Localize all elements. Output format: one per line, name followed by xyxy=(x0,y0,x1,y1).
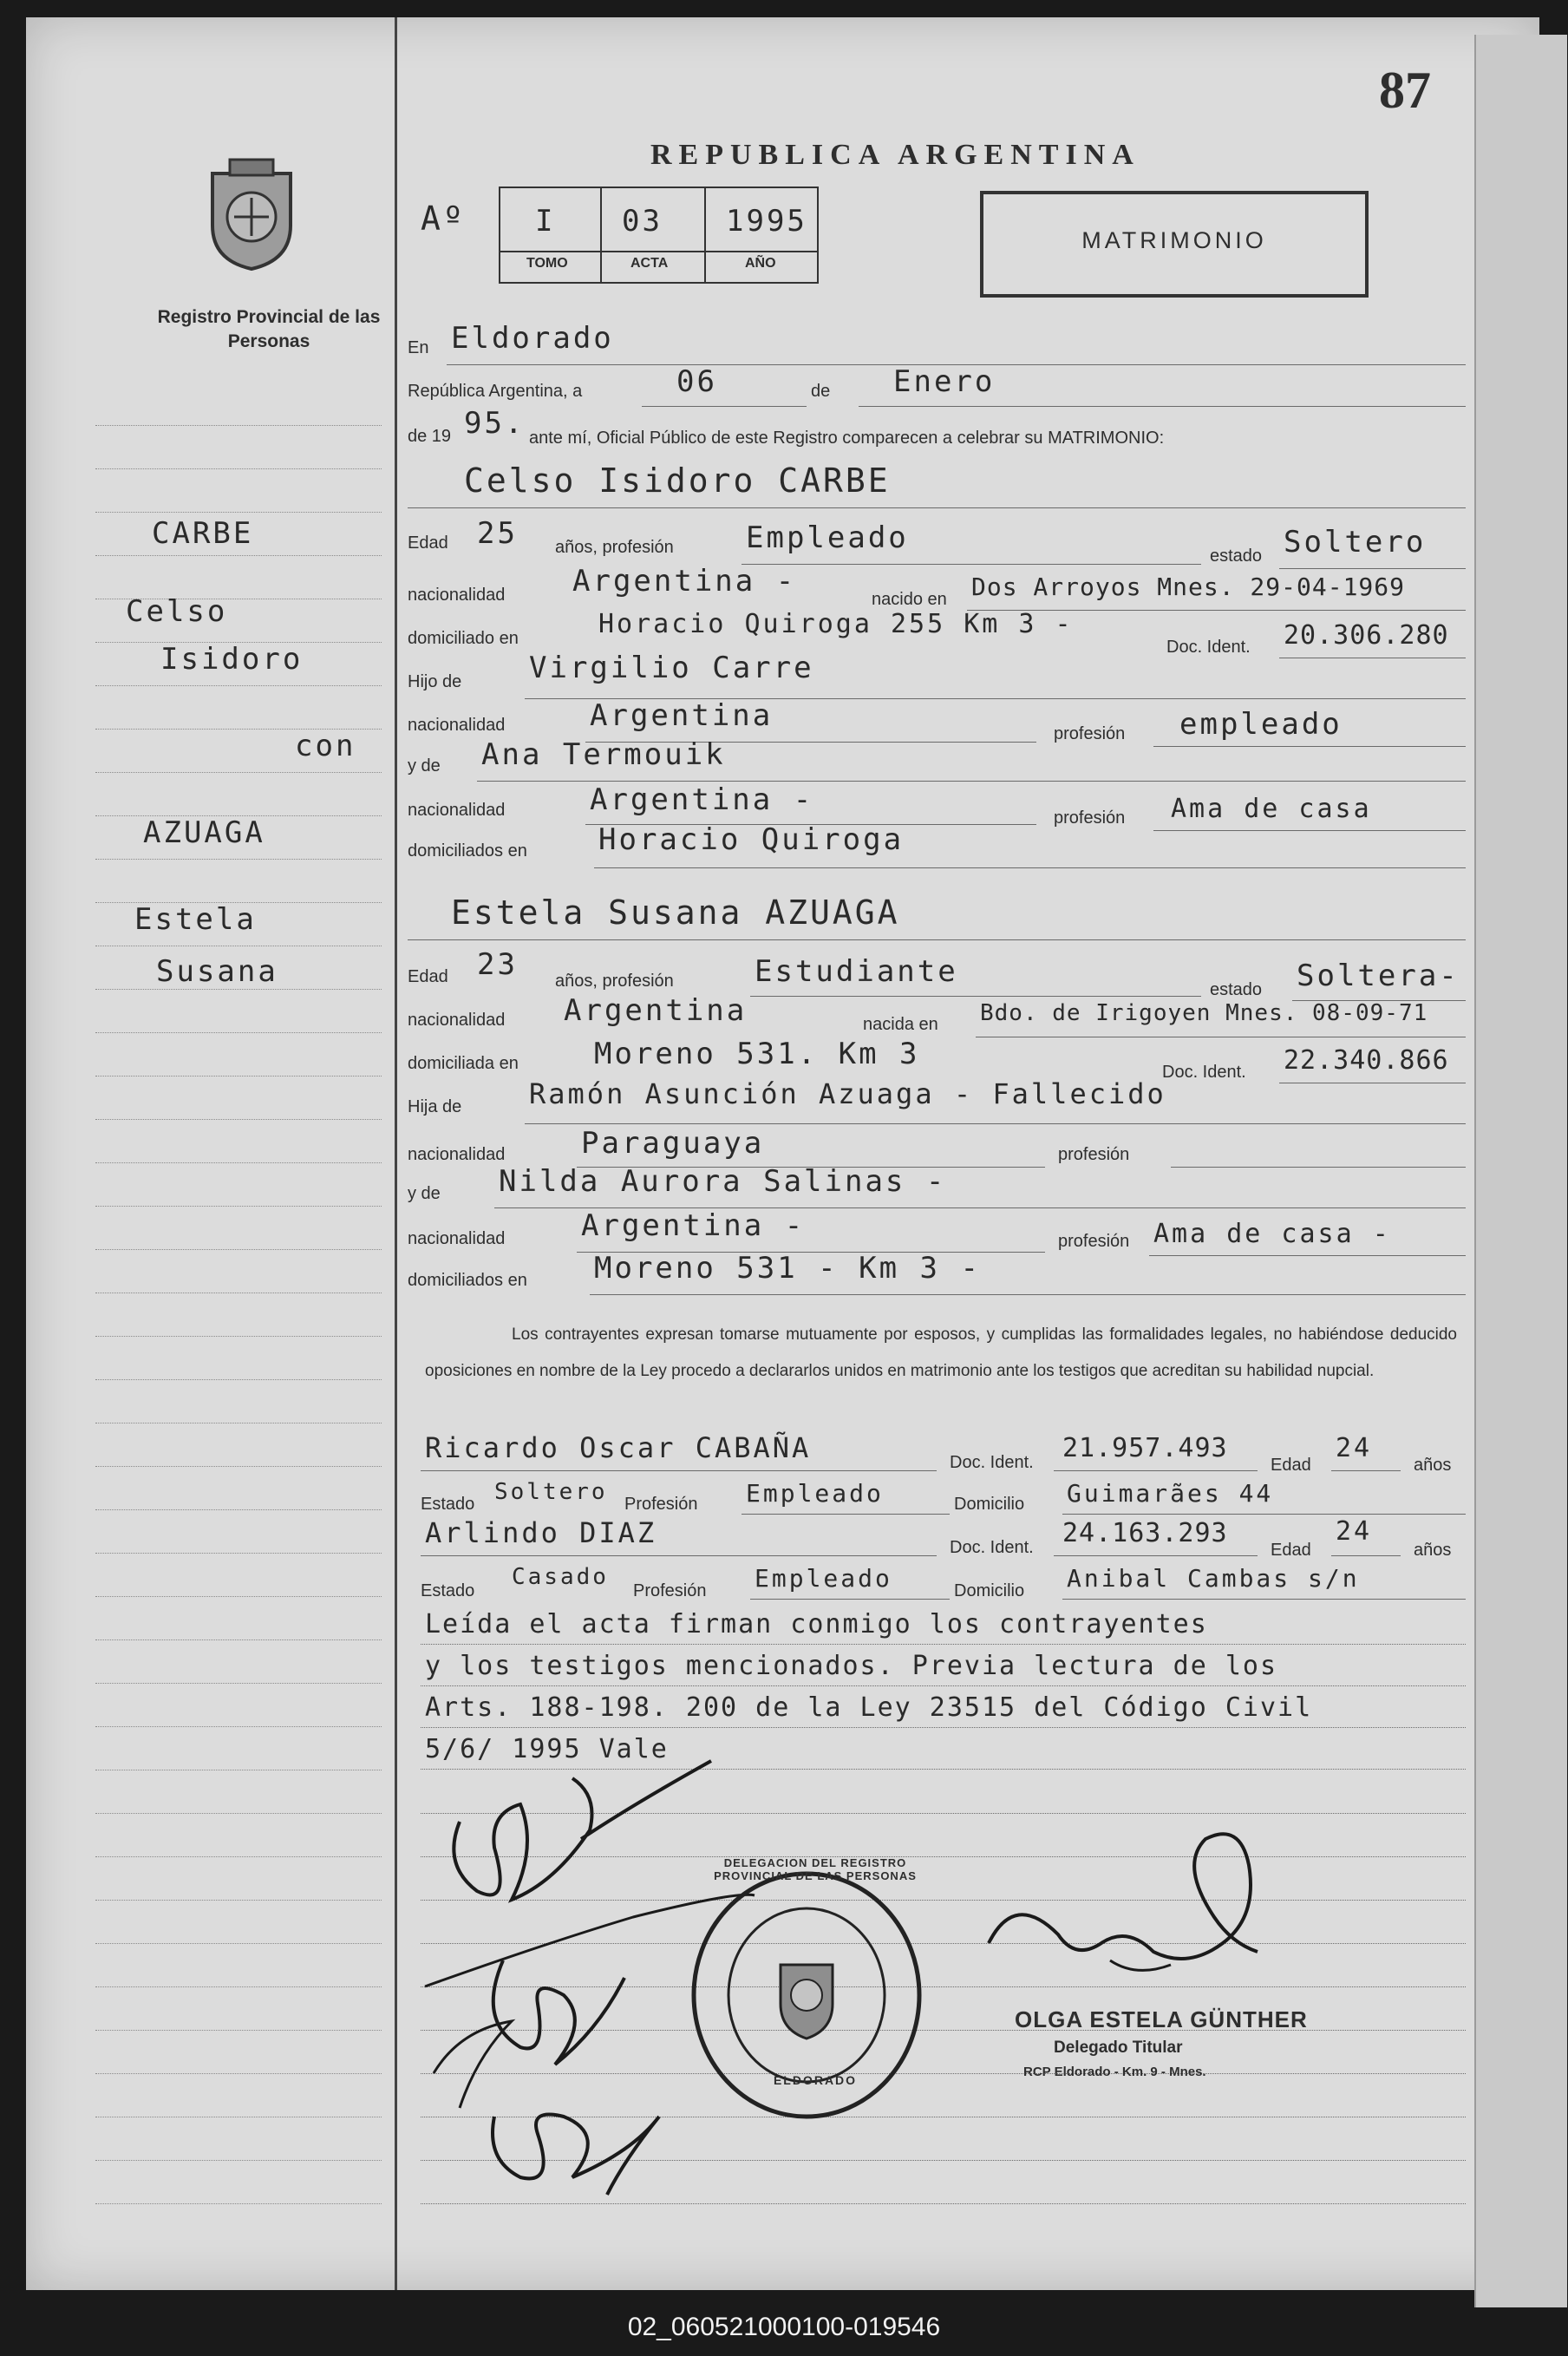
bride-name: Estela Susana AZUAGA xyxy=(451,893,900,932)
witness1-address-label: Domicilio xyxy=(954,1495,1025,1514)
witness2-address-label: Domicilio xyxy=(954,1581,1025,1600)
official-office: RCP Eldorado - Km. 9 - Mnes. xyxy=(1023,2065,1206,2079)
official-name: OLGA ESTELA GÜNTHER xyxy=(1015,2006,1308,2032)
groom-mother: Ana Termouik xyxy=(481,737,726,772)
witness2-age: 24 xyxy=(1336,1516,1373,1547)
bride-mother-nat: Argentina - xyxy=(581,1208,806,1243)
margin-connector: con xyxy=(295,729,356,763)
month-value: Enero xyxy=(893,364,996,399)
witness2-address: Anibal Cambas s/n xyxy=(1067,1564,1360,1593)
witness2-estado: Casado xyxy=(512,1564,609,1590)
bride-estado: Soltera- xyxy=(1297,959,1460,993)
groom-name: Celso Isidoro CARBE xyxy=(464,461,891,500)
ano-label: AÑO xyxy=(745,256,776,271)
year-label: de 19 xyxy=(408,427,452,446)
bride-born-label: nacida en xyxy=(863,1015,938,1034)
witness1-estado: Soltero xyxy=(494,1479,608,1505)
witness1-address: Guimarães 44 xyxy=(1067,1479,1274,1508)
margin-column xyxy=(26,17,395,2290)
bride-profession: Estudiante xyxy=(755,954,958,989)
groom-profession: Empleado xyxy=(746,520,909,555)
margin-firstname-bride: Estela xyxy=(134,902,257,937)
margin-middlename-groom: Isidoro xyxy=(160,642,304,677)
witness1-age: 24 xyxy=(1336,1433,1373,1463)
witness1-profession: Empleado xyxy=(746,1479,884,1508)
groom-estado: Soltero xyxy=(1284,525,1427,560)
bride-nationality: Argentina xyxy=(564,993,748,1028)
bride-nat-label: nacionalidad xyxy=(408,1011,506,1030)
witness1-doc: 21.957.493 xyxy=(1062,1433,1228,1463)
scan-id-footer: 02_060521000100-019546 xyxy=(627,2313,941,2341)
closing-line-1: Leída el acta firman conmigo los contrayentes xyxy=(425,1609,1208,1639)
groom-mother-label: y de xyxy=(408,756,441,776)
official-title: Delegado Titular xyxy=(1054,2039,1183,2057)
tomo-label: TOMO xyxy=(526,256,568,271)
intro-text: ante mí, Oficial Público de este Registro comparecen a celebrar su MATRIMONIO: xyxy=(529,429,1165,448)
bride-father-prof-label: profesión xyxy=(1058,1145,1130,1164)
groom-doc-label: Doc. Ident. xyxy=(1166,638,1251,657)
country-title: REPUBLICA ARGENTINA xyxy=(650,139,1140,171)
declaration-paragraph: Los contrayentes expresan tomarse mutuamente por esposos, y cumplidas las formalidades legales, no habiéndose deducido oposiciones en nombre de la Ley procedo a declararlos unidos en matrimonio ante los testigos que acreditan su habilidad nupcial. xyxy=(425,1325,1457,1380)
witness1-doc-label: Doc. Ident. xyxy=(950,1453,1034,1472)
bride-doc-label: Doc. Ident. xyxy=(1162,1063,1246,1082)
bride-mother-prof-label: profesión xyxy=(1058,1232,1130,1251)
groom-mother-prof-label: profesión xyxy=(1054,808,1126,828)
bride-age: 23 xyxy=(477,947,518,982)
margin-middlename-bride: Susana xyxy=(156,954,278,989)
day-value: 06 xyxy=(676,364,717,399)
year-value: 95. xyxy=(464,406,526,441)
closing-line-2: y los testigos mencionados. Previa lectura de los xyxy=(425,1651,1278,1681)
bride-parents-address: Moreno 531 - Km 3 - xyxy=(594,1251,981,1286)
groom-father-label: Hijo de xyxy=(408,672,462,691)
groom-mother-nat-label: nacionalidad xyxy=(408,801,506,820)
witness2-doc: 24.163.293 xyxy=(1062,1518,1228,1548)
groom-nat-label: nacionalidad xyxy=(408,586,506,605)
bride-father-nat-label: nacionalidad xyxy=(408,1145,506,1164)
page-number: 87 xyxy=(1379,62,1431,119)
tomo-acta-ano-box xyxy=(499,187,819,284)
groom-born-label: nacido en xyxy=(872,590,947,609)
margin-surname-groom: CARBE xyxy=(152,516,254,551)
bride-father-nat: Paraguaya xyxy=(581,1126,765,1161)
witness1-estado-label: Estado xyxy=(421,1495,475,1514)
closing-line-3: Arts. 188-198. 200 de la Ley 23515 del Código Civil xyxy=(425,1692,1313,1723)
groom-address: Horacio Quiroga 255 Km 3 - xyxy=(598,609,1074,639)
witness1-age-label: Edad xyxy=(1271,1456,1311,1475)
margin-firstname-groom: Celso xyxy=(126,594,228,629)
bride-address-label: domiciliada en xyxy=(408,1054,519,1073)
seal-place: ELDORADO xyxy=(773,2073,858,2087)
bride-mother: Nilda Aurora Salinas - xyxy=(499,1164,947,1199)
groom-father-nat-label: nacionalidad xyxy=(408,716,506,735)
bride-doc: 22.340.866 xyxy=(1284,1045,1449,1076)
republica-label: República Argentina, a xyxy=(408,382,583,401)
groom-parents-address: Horacio Quiroga xyxy=(598,822,905,857)
groom-father-prof-label: profesión xyxy=(1054,724,1126,743)
groom-doc: 20.306.280 xyxy=(1284,620,1449,651)
witness2-name: Arlindo DIAZ xyxy=(425,1516,657,1549)
witness1-years-label: años xyxy=(1414,1456,1452,1475)
witness2-age-label: Edad xyxy=(1271,1541,1311,1560)
bride-estado-label: estado xyxy=(1210,980,1263,999)
margin-divider xyxy=(395,17,397,2290)
registry-emblem xyxy=(204,156,299,273)
groom-age: 25 xyxy=(477,516,518,551)
bride-prof-label: años, profesión xyxy=(555,972,674,991)
place-value: Eldorado xyxy=(451,321,614,356)
groom-prof-label: años, profesión xyxy=(555,538,674,557)
witness2-years-label: años xyxy=(1414,1541,1452,1560)
witness2-prof-label: Profesión xyxy=(633,1581,707,1600)
bride-age-label: Edad xyxy=(408,967,448,986)
tomo-value: I xyxy=(535,204,556,239)
acta-value: 03 xyxy=(622,204,663,239)
bride-mother-prof: Ama de casa - xyxy=(1153,1219,1391,1249)
de-label: de xyxy=(811,382,831,401)
groom-estado-label: estado xyxy=(1210,546,1263,566)
groom-address-label: domiciliado en xyxy=(408,629,519,648)
witness2-doc-label: Doc. Ident. xyxy=(950,1538,1034,1557)
groom-father: Virgilio Carre xyxy=(529,651,814,685)
witness2-estado-label: Estado xyxy=(421,1581,475,1600)
groom-mother-prof: Ama de casa xyxy=(1171,794,1372,824)
bride-address: Moreno 531. Km 3 xyxy=(594,1037,920,1071)
ano-value: 1995 xyxy=(726,204,807,239)
groom-parents-address-label: domiciliados en xyxy=(408,841,527,861)
bride-mother-label: y de xyxy=(408,1184,441,1203)
margin-surname-bride: AZUAGA xyxy=(143,815,265,850)
groom-nationality: Argentina - xyxy=(572,564,797,599)
seal-text: DELEGACION DEL REGISTRO PROVINCIAL DE LAS PERSONAS xyxy=(714,1856,917,1882)
official-signature xyxy=(963,1813,1292,2004)
bride-father: Ramón Asunción Azuaga - Fallecido xyxy=(529,1077,1166,1110)
next-page-edge xyxy=(1474,35,1567,2307)
groom-age-label: Edad xyxy=(408,533,448,553)
groom-father-nat: Argentina xyxy=(590,698,774,733)
en-label: En xyxy=(408,338,429,357)
groom-father-prof: empleado xyxy=(1179,707,1343,742)
closing-line-4: 5/6/ 1995 Vale xyxy=(425,1734,669,1764)
witness2-profession: Empleado xyxy=(755,1564,892,1593)
record-type: MATRIMONIO xyxy=(1081,227,1267,253)
bride-mother-nat-label: nacionalidad xyxy=(408,1229,506,1248)
groom-birthplace: Dos Arroyos Mnes. 29-04-1969 xyxy=(971,573,1406,601)
witness1-name: Ricardo Oscar CABAÑA xyxy=(425,1431,812,1464)
document-page xyxy=(26,17,1539,2290)
acta-label: ACTA xyxy=(630,256,669,271)
witness1-prof-label: Profesión xyxy=(624,1495,698,1514)
bride-parents-address-label: domiciliados en xyxy=(408,1271,527,1290)
record-type-box xyxy=(980,191,1369,298)
record-prefix: Aº xyxy=(421,200,466,238)
agency-name: Registro Provincial de las Personas xyxy=(157,307,381,351)
groom-mother-nat: Argentina - xyxy=(590,782,814,817)
bride-birthplace: Bdo. de Irigoyen Mnes. 08-09-71 xyxy=(980,1000,1428,1026)
bride-father-label: Hija de xyxy=(408,1097,462,1116)
